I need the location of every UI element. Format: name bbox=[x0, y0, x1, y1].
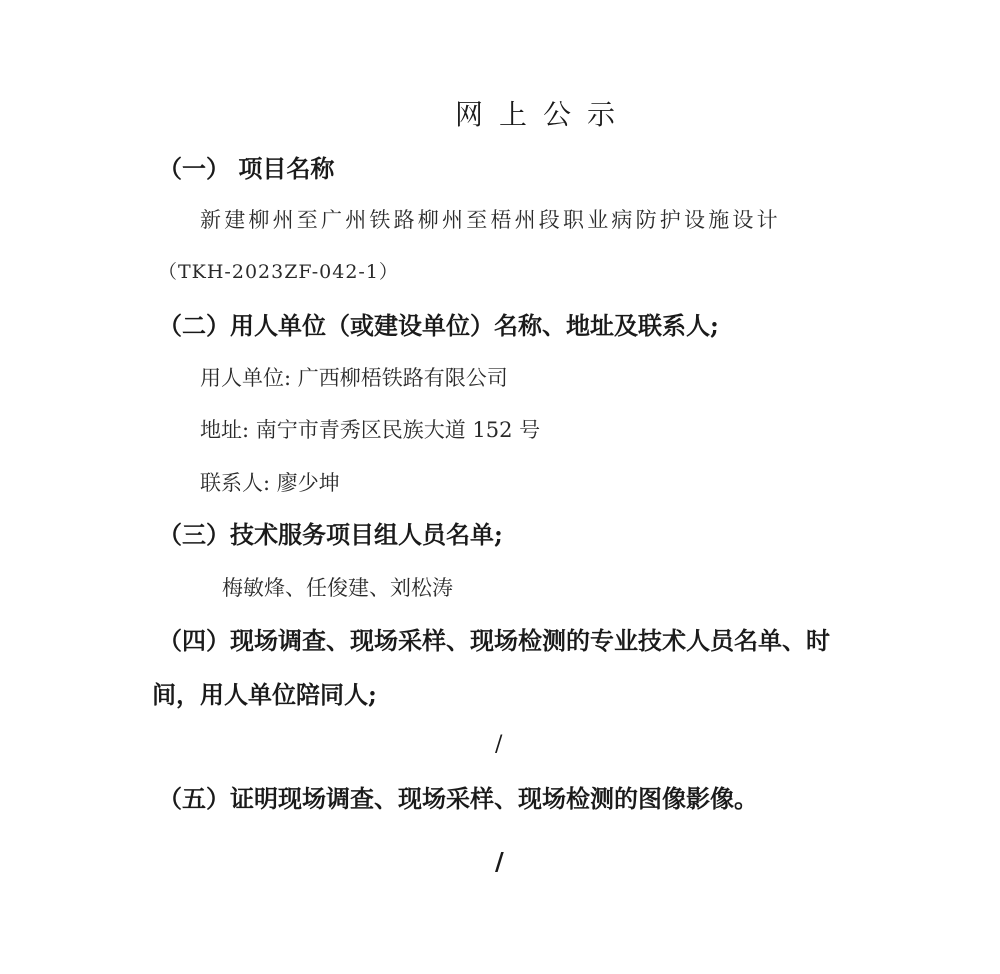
section-5-heading: （五）证明现场调查、现场采样、现场检测的图像影像。 bbox=[158, 784, 758, 813]
employer-address: 地址: 南宁市青秀区民族大道 152 号 bbox=[200, 418, 541, 442]
contact-person: 联系人: 廖少坤 bbox=[200, 471, 340, 495]
section-3-heading: （三）技术服务项目组人员名单; bbox=[158, 520, 503, 549]
section-5-value: / bbox=[495, 847, 504, 876]
section-2-heading: （二）用人单位（或建设单位）名称、地址及联系人; bbox=[158, 311, 719, 340]
section-4-heading-line-2: 间，用人单位陪同人; bbox=[152, 680, 377, 709]
team-members: 梅敏烽、任俊建、刘松涛 bbox=[222, 576, 453, 600]
section-4-heading-line-1: （四）现场调查、现场采样、现场检测的专业技术人员名单、时 bbox=[158, 626, 830, 655]
project-name-line-1: 新建柳州至广州铁路柳州至梧州段职业病防护设施设计 bbox=[200, 208, 781, 232]
section-4-value: / bbox=[495, 732, 503, 757]
employer-name: 用人单位: 广西柳梧铁路有限公司 bbox=[200, 366, 508, 390]
page-title: 网上公示 bbox=[455, 98, 632, 131]
project-code: （TKH-2023ZF-042-1） bbox=[158, 261, 399, 283]
section-1-heading: （一） 项目名称 bbox=[158, 154, 335, 183]
